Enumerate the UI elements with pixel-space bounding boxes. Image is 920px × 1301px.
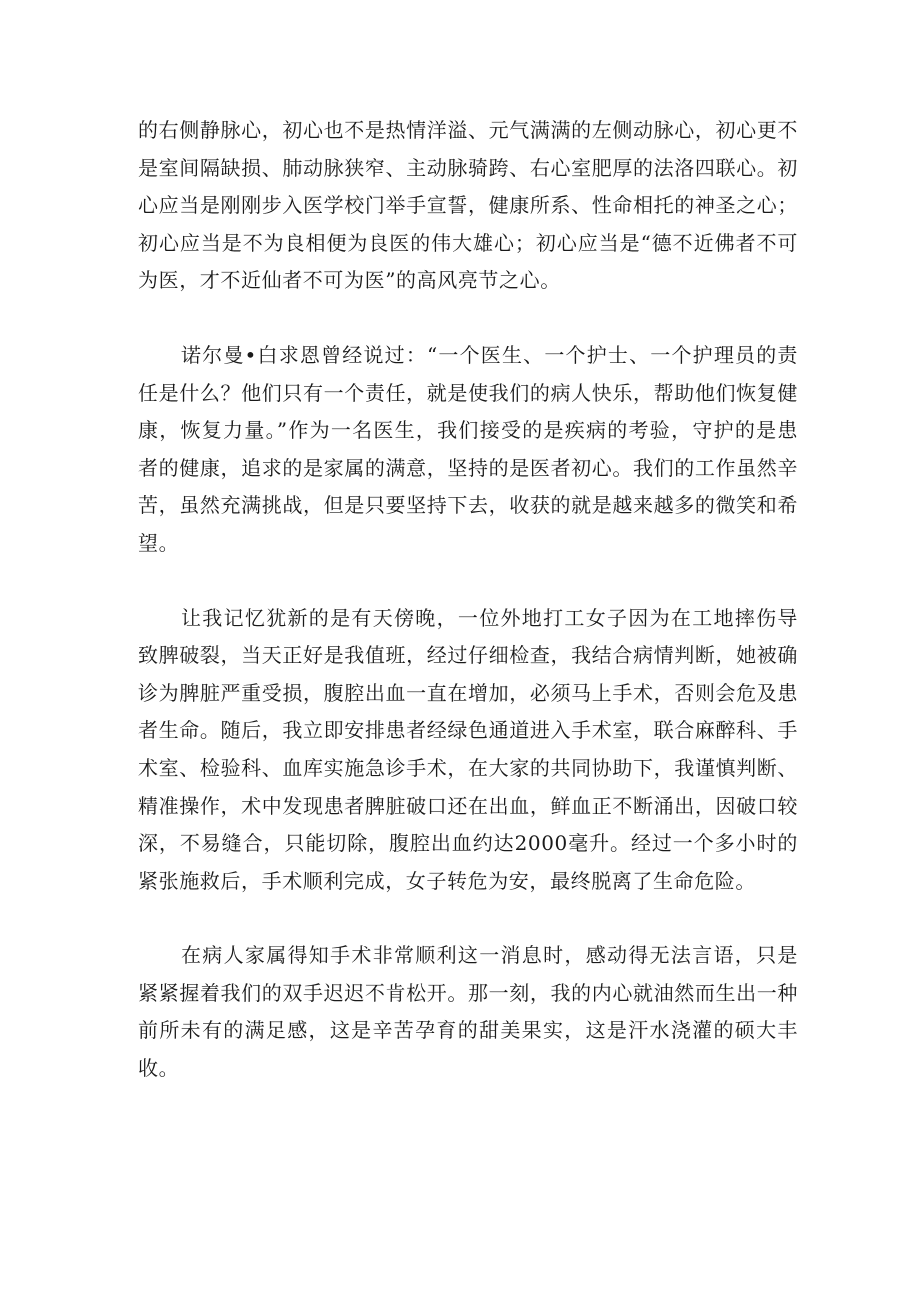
paragraph-4: 在病人家属得知手术非常顺利这一消息时，感动得无法言语，只是紧紧握着我们的双手迟迟不肯松开。那一刻，我的内心就油然而生出一种前所未有的满足感，这是辛苦孕育的甜美果实，这是汗水浇灌的硕大丰收。	[138, 943, 798, 1081]
paragraph-3: 让我记忆犹新的是有天傍晚，一位外地打工女子因为在工地摔伤导致脾破裂，当天正好是我值班，经过仔细检查，我结合病情判断，她被确诊为脾脏严重受损，腹腔出血一直在增加，必须马上手术，否则会危及患者生命。随后，我立即安排患者经绿色通道进入手术室，联合麻醉科、手术室、检验科、血库实施急诊手术，在大家的共同协助下，我谨慎判断、精准操作，术中发现患者脾脏破口还在出血，鲜血正不断涌出，因破口较深，不易缝合，只能切除，腹腔出血约达2000毫升。经过一个多小时的紧张施救后，手术顺利完成，女子转危为安，最终脱离了生命危险。	[138, 605, 798, 893]
paragraph-1: 的右侧静脉心，初心也不是热情洋溢、元气满满的左侧动脉心，初心更不是室间隔缺损、肺动脉狭窄、主动脉骑跨、右心室肥厚的法洛四联心。初心应当是刚刚步入医学校门举手宣誓，健康所系、性命相托的神圣之心；初心应当是不为良相便为良医的伟大雄心；初心应当是“德不近佛者不可为医，才不近仙者不可为医”的高风亮节之心。	[138, 118, 798, 293]
paragraph-2: 诺尔曼•白求恩曾经说过：“一个医生、一个护士、一个护理员的责任是什么？他们只有一个责任，就是使我们的病人快乐，帮助他们恢复健康，恢复力量。”作为一名医生，我们接受的是疾病的考验，守护的是患者的健康，追求的是家属的满意，坚持的是医者初心。我们的工作虽然辛苦，虽然充满挑战，但是只要坚持下去，收获的就是越来越多的微笑和希望。	[138, 342, 798, 555]
document-body	[138, 112, 798, 1088]
